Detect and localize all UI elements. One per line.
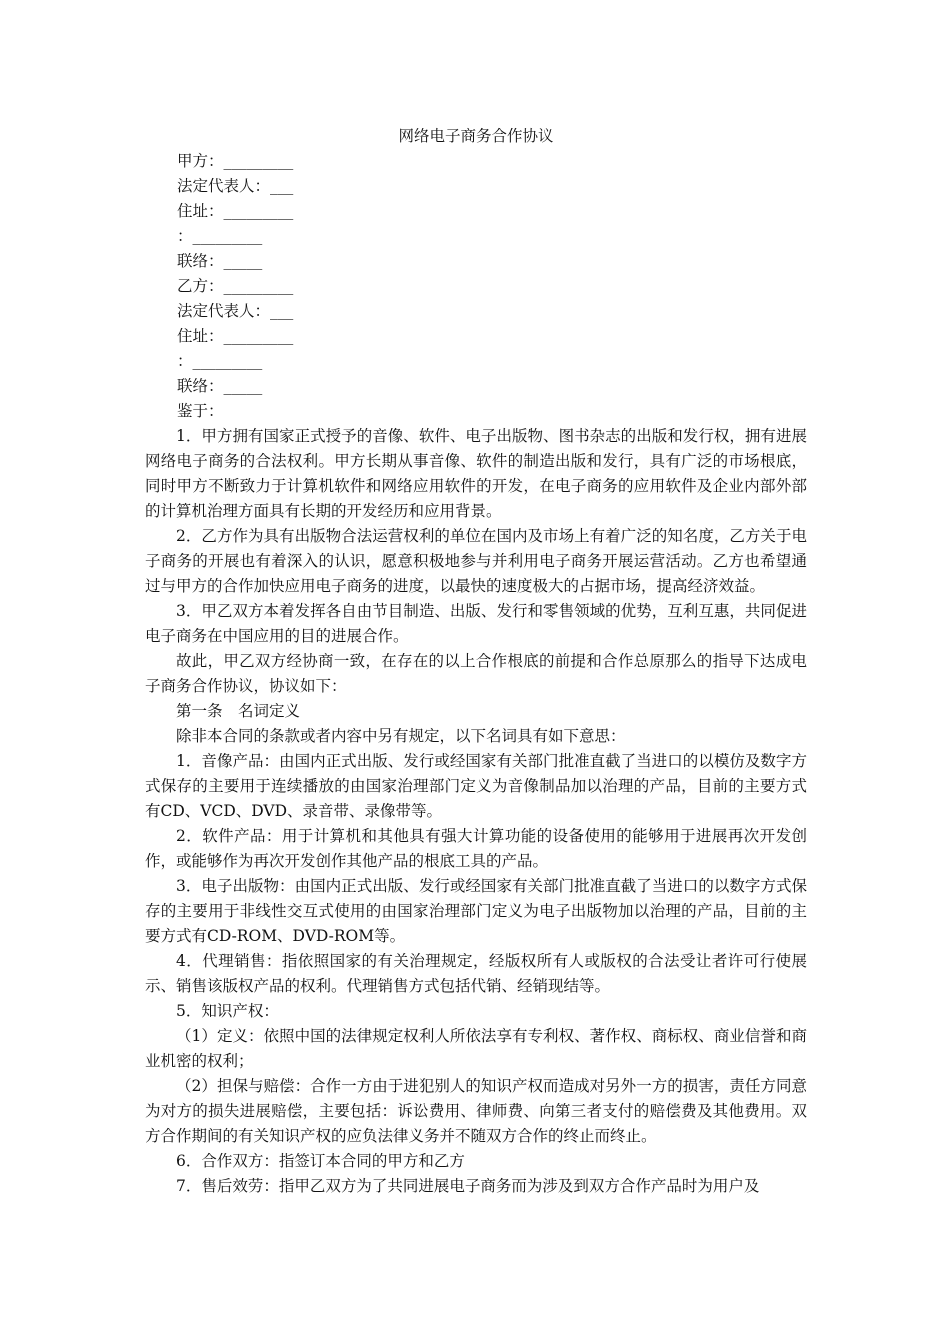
- definition-audio-video: 1．音像产品：由国内正式出版、发行或经国家有关部门批准直截了当进口的以模仿及数字方式保存的主要用于连续播放的由国家治理部门定义为音像制品加以治理的产品，目前的主要方式有CD、VCD、DVD、录音带、录像带等。: [145, 752, 807, 820]
- party-b-contact-field: 联络：_____: [177, 377, 263, 395]
- definitions-intro: 除非本合同的条款或者内容中另有规定，以下名词具有如下意思：: [176, 727, 626, 745]
- document-title: 网络电子商务合作协议: [398, 127, 554, 145]
- party-a-representative-field: 法定代表人：___: [177, 177, 294, 195]
- definition-ip-heading: 5．知识产权：: [176, 1002, 279, 1020]
- article-heading: 第一条 名词定义: [176, 702, 301, 720]
- agreement-intro-paragraph: 故此，甲乙双方经协商一致，在存在的以上合作根底的前提和合作总原那么的指导下达成电子商务合作协议，协议如下：: [145, 652, 807, 695]
- party-a-address-field: 住址：_________: [177, 202, 294, 220]
- document-body: [145, 124, 807, 1199]
- definition-parties: 6．合作双方：指签订本合同的甲方和乙方: [176, 1152, 465, 1170]
- definition-software: 2．软件产品：用于计算机和其他具有强大计算功能的设备使用的能够用于进展再次开发创作，或能够作为再次开发创作其他产品的根底工具的产品。: [145, 827, 807, 870]
- definition-ip-meaning: （1）定义：依照中国的法律规定权利人所依法享有专利权、著作权、商标权、商业信誉和商业机密的权利；: [145, 1027, 807, 1070]
- party-b-representative-field: 法定代表人：___: [177, 302, 294, 320]
- party-a-contact-field: 联络：_____: [177, 252, 263, 270]
- recital-paragraph-3: 3．甲乙双方本着发挥各自由节目制造、出版、发行和零售领域的优势，互利互惠，共同促进电子商务在中国应用的目的进展合作。: [145, 602, 807, 645]
- party-b-name-field: 乙方：_________: [177, 277, 294, 295]
- party-b-blank-field: ：_________: [177, 352, 263, 370]
- party-b-address-field: 住址：_________: [177, 327, 294, 345]
- party-a-name-field: 甲方：_________: [177, 152, 294, 170]
- whereas-label: 鉴于：: [177, 402, 224, 420]
- definition-after-sales: 7．售后效劳：指甲乙双方为了共同进展电子商务而为涉及到双方合作产品时为用户及: [176, 1177, 760, 1195]
- definition-electronic-publication: 3．电子出版物：由国内正式出版、发行或经国家有关部门批准直截了当进口的以数字方式保存的主要用于非线性交互式使用的由国家治理部门定义为电子出版物加以治理的产品，目前的主要方式有CD-ROM、DVD-ROM等。: [145, 877, 807, 945]
- recital-paragraph-2: 2．乙方作为具有出版物合法运营权利的单位在国内及市场上有着广泛的知名度，乙方关于电子商务的开展也有着深入的认识，愿意积极地参与并利用电子商务开展运营活动。乙方也希望通过与甲方的合作加快应用电子商务的进度，以最快的速度极大的占据市场，提高经济效益。: [145, 527, 807, 595]
- recital-paragraph-1: 1．甲方拥有国家正式授予的音像、软件、电子出版物、图书杂志的出版和发行权，拥有进展网络电子商务的合法权利。甲方长期从事音像、软件的制造出版和发行，具有广泛的市场根底，同时甲方不断致力于计算机软件和网络应用软件的开发，在电子商务的应用软件及企业内部外部的计算机治理方面具有长期的开发经历和应用背景。: [145, 427, 807, 520]
- definition-agency-sales: 4．代理销售：指依照国家的有关治理规定，经版权所有人或版权的合法受让者许可行使展示、销售该版权产品的权利。代理销售方式包括代销、经销现结等。: [145, 952, 807, 995]
- definition-ip-guarantee: （2）担保与赔偿：合作一方由于进犯别人的知识产权而造成对另外一方的损害，责任方同意为对方的损失进展赔偿，主要包括：诉讼费用、律师费、向第三者支付的赔偿费及其他费用。双方合作期间的有关知识产权的应负法律义务并不随双方合作的终止而终止。: [145, 1077, 807, 1145]
- party-a-blank-field: ：_________: [177, 227, 263, 245]
